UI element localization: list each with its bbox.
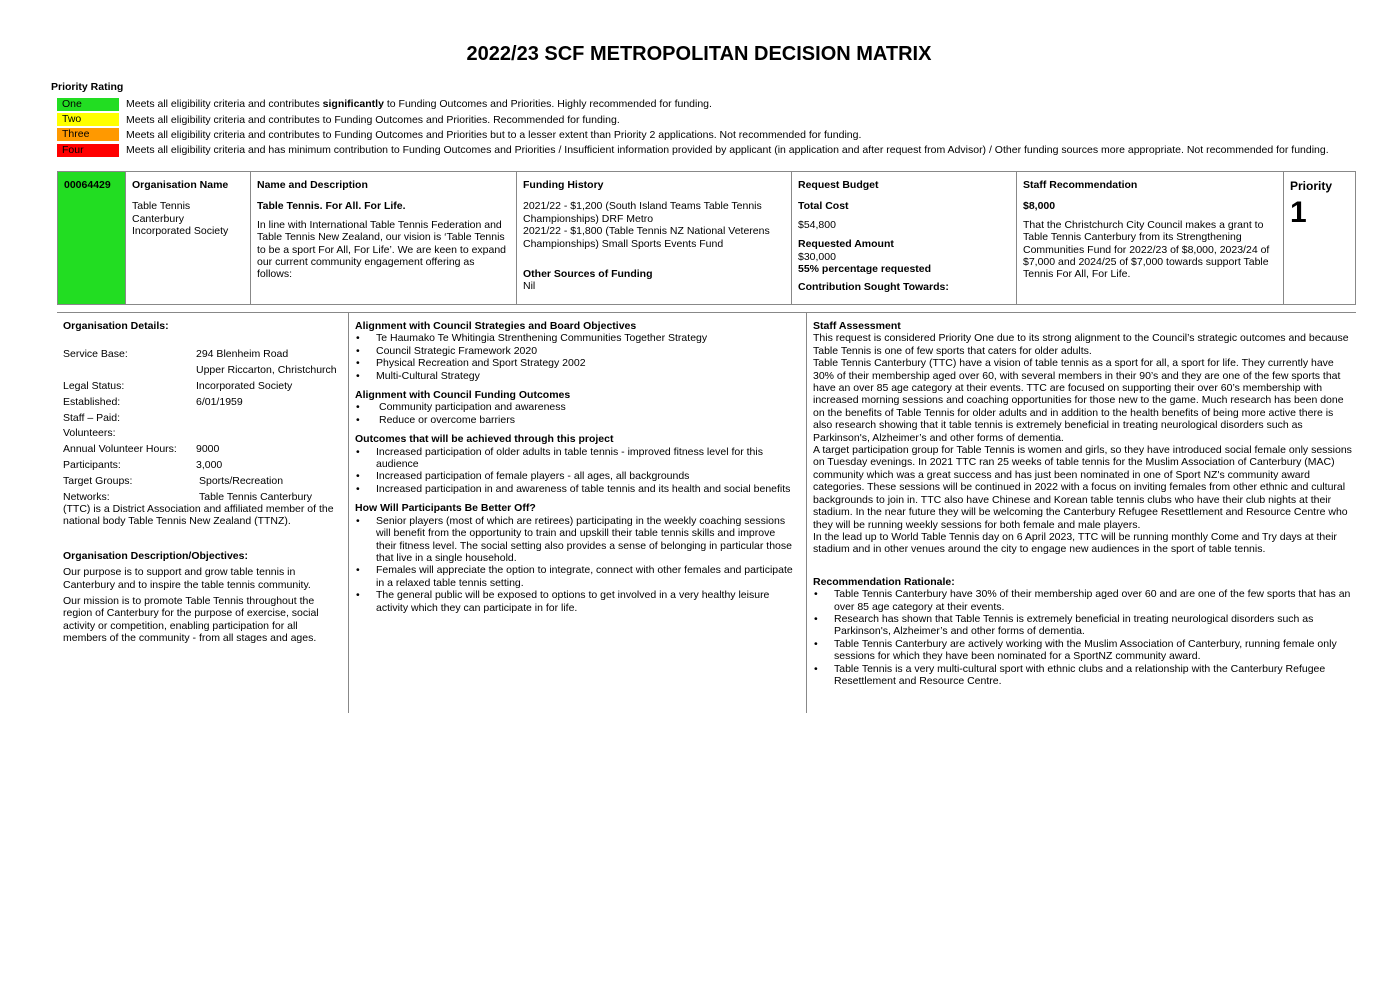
staff-assessment-heading: Staff Assessment [813,320,901,332]
list-item: • Table Tennis Canterbury are actively working with the Muslim Association of Canterbury, running female only sessions for which they have been nominated for a SportNZ community award. [813,638,1353,663]
project-outcomes-list [355,446,797,496]
legal-status-value: Incorporated Society [196,380,293,392]
detail-row [63,427,343,443]
contribution-label: Contribution Sought Towards: [798,281,949,294]
networks-label: Networks: [63,490,110,503]
priority-swatch-two: Two [57,113,119,126]
organisation-name-line: Incorporated Society [132,225,229,238]
organisation-purpose: Our purpose is to support and grow table tennis in Canterbury and to inspire the table tennis community. [63,566,311,591]
application-id-cell [58,172,125,304]
alignment-section [355,320,797,614]
detail-row [63,475,343,491]
column-divider [348,313,349,713]
list-item: • Increased participation in and awareness of table tennis and its health and social benefits [355,483,797,495]
priority-desc-text: Meets all eligibility criteria and contributes [126,98,323,111]
detail-row [63,412,343,428]
priority-swatch-four: Four [57,144,119,157]
assessment-paragraph: A target participation group for Table Tennis is women and girls, so they have introduced social female only sessions on Tuesday evenings. In 2021 TTC ran 25 weeks of table tennis for the Muslim Association of Canterbury (MAC) community which was a great success and has just been nominated in one of Sport NZ's community award categories. These sessions will be continued in 2022 with a focus on inviting females from other ethnic and cultural backgrounds to join in. TTC also have Chinese and Korean table tennis clubs who have their club nights at their stadium. In the near future they will be welcoming the Canterbury Refugee Resettlement and Resource Centre who they will be running weekly sessions for both female and male players. [813,444,1352,531]
priority-desc-two: Meets all eligibility criteria and contributes to Funding Outcomes and Priorities. Recommended for funding. [126,113,620,126]
rationale-list [813,588,1353,687]
priority-desc-emphasis: significantly [322,98,384,111]
priority-desc-one [126,98,712,110]
detail-row [63,491,343,503]
volunteers-label: Volunteers: [63,427,116,440]
list-item: • Increased participation of female players - all ages, all backgrounds [355,470,797,482]
priority-desc-four: Meets all eligibility criteria and has minimum contribution to Funding Outcomes and Priorities / Insufficient information provided by applicant (in application and after request from Advisor) / Other funding sources more appropriate. Not recommended for funding. [126,143,1329,156]
priority-legend-row [57,97,1329,112]
networks-value: Table Tennis Canterbury [199,490,313,503]
service-base-label: Service Base: [63,348,128,361]
organisation-mission: Our mission is to promote Table Tennis throughout the region of Canterbury for the purpose of exercise, social activity or competition, enabling participation for all members of the community - from all stages and ages. [63,595,319,645]
list-item: • Table Tennis Canterbury have 30% of their membership aged over 60 and are one of the few sports that has an over 85 age category at their events. [813,588,1353,613]
participants-value: 3,000 [196,458,223,471]
request-budget-cell [791,172,1016,304]
project-outcomes-heading: Outcomes that will be achieved through this project [355,433,614,446]
priority-desc-text: to Funding Outcomes and Priorities. Highly recommended for funding. [383,98,712,111]
application-summary-table [57,171,1356,305]
funding-history-entry: 2021/22 - $1,800 (Table Tennis NZ National Veterens Championships) Small Sports Events Fund [523,225,770,250]
staff-recommendation-text: That the Christchurch City Council makes a grant to Table Tennis Canterbury from its Strengthening Communities Fund for 2022/23 of $8,000, 2023/24 of $7,000 and 2024/25 of $7,000 towards support Table Tennis For All, For Life. [1023,218,1270,281]
detail-row [63,443,343,459]
funding-outcomes-list [355,401,797,426]
staff-paid-label: Staff – Paid: [63,411,121,424]
project-description: In line with International Table Tennis Federation and Table Tennis New Zealand, our vision is ‘Table Tennis to be a sport For All, For Life’. We are keen to expand our current community engagement offering as follows: [257,218,507,281]
organisation-details-section [63,320,343,645]
total-cost-label: Total Cost [798,200,849,213]
request-budget-heading: Request Budget [798,179,879,191]
priority-swatch-three: Three [57,128,119,141]
annual-hours-label: Annual Volunteer Hours: [63,443,177,456]
funding-history-entry: 2021/22 - $1,200 (South Island Teams Table Tennis Championships) DRF Metro [523,200,762,225]
legal-status-label: Legal Status: [63,380,125,392]
name-description-cell [250,172,516,304]
priority-rating-heading: Priority Rating [51,81,124,93]
list-item: • Physical Recreation and Sport Strategy 2002 [355,357,797,369]
list-item: • Reduce or overcome barriers [355,414,797,426]
requested-amount-value: $30,000 [798,250,836,263]
organisation-name-line: Table Tennis [132,200,191,213]
list-item: • Council Strategic Framework 2020 [355,345,797,357]
detail-spacer [63,364,196,380]
strategies-list [355,332,797,382]
organisation-name-heading: Organisation Name [132,179,229,191]
assessment-paragraph: This request is considered Priority One due to its strong alignment to the Council’s strategic outcomes and because Table Tennis is one of few sports that caters for older adults. [813,332,1349,357]
priority-heading: Priority [1290,179,1333,193]
annual-hours-value: 9000 [196,443,220,456]
organisation-name-cell [125,172,250,304]
funding-outcomes-heading: Alignment with Council Funding Outcomes [355,389,571,402]
participants-label: Participants: [63,458,121,471]
other-sources-heading: Other Sources of Funding [523,268,653,281]
project-title: Table Tennis. For All. For Life. [257,200,406,213]
service-base-value: Upper Riccarton, Christchurch [196,364,337,377]
priority-desc-three: Meets all eligibility criteria and contributes to Funding Outcomes and Priorities but to a lesser extent than Priority 2 applications. Not recommended for funding. [126,128,862,141]
priority-cell [1283,172,1357,304]
detail-row [63,380,343,396]
staff-recommendation-cell [1016,172,1283,304]
strategies-heading: Alignment with Council Strategies and Board Objectives [355,320,637,332]
detail-row [63,459,343,475]
section-divider [57,312,1356,313]
detail-row [63,348,343,364]
organisation-details-heading: Organisation Details: [63,320,169,332]
list-item: • Multi-Cultural Strategy [355,370,797,382]
list-item: • Increased participation of older adults in table tennis - improved fitness level for this audience [355,446,797,471]
established-value: 6/01/1959 [196,395,243,408]
assessment-paragraph: Table Tennis Canterbury (TTC) have a vision of table tennis as a sport for all, a sport for life. They currently have 30% of their membership aged over 60, with several members in their 90’s and they are one of the few sports that have an over 85 age category at their events. TTC are focused on supporting their over 60’s membership with increased morning sessions and coaching opportunities for those new to the game. Much research has been done on the benefits of Table Tennis for older adults and in addition to the health benefits of being more active there is also research showing that it table tennis is extremely beneficial in treating neurological disorders such as Parkinson's, Alzheimer’s and other forms of dementia. [813,357,1344,444]
page-title: 2022/23 SCF METROPOLITAN DECISION MATRIX [466,43,932,65]
better-off-heading: How Will Participants Be Better Off? [355,502,536,515]
list-item: • Table Tennis is a very multi-cultural sport with ethnic clubs and a relationship with the Canterbury Refugee Resettlement and Resource Centre. [813,663,1353,688]
detail-row [63,364,343,380]
list-item: • Research has shown that Table Tennis is extremely beneficial in treating neurological disorders such as Parkinson's, Alzheimer’s and other forms of dementia. [813,613,1353,638]
requested-amount-label: Requested Amount [798,238,894,251]
funding-history-heading: Funding History [523,179,604,191]
organisation-description-heading: Organisation Description/Objectives: [63,549,248,562]
name-description-heading: Name and Description [257,179,368,191]
other-sources-value: Nil [523,280,536,293]
service-base-value: 294 Blenheim Road [196,348,289,361]
established-label: Established: [63,395,121,408]
application-id: 00064429 [64,179,111,191]
list-item: • Females will appreciate the option to integrate, connect with other females and participate in a relaxed table tennis setting. [355,564,797,589]
staff-recommendation-heading: Staff Recommendation [1023,179,1138,191]
priority-legend-row [57,112,1329,127]
networks-description: (TTC) is a District Association and affiliated member of the national body Table Tennis New Zealand (TTNZ). [63,502,334,528]
organisation-name-line: Canterbury [132,212,184,225]
detail-row [63,396,343,412]
target-groups-label: Target Groups: [63,474,133,487]
priority-legend [57,97,1329,158]
priority-legend-row [57,127,1329,142]
list-item: • Senior players (most of which are retirees) participating in the weekly coaching sessions will benefit from the opportunity to train and upskill their table tennis skills and improve their fitness level. The social setting also provides a sense of belonging in particular those that live in a single household. [355,515,797,565]
rationale-heading: Recommendation Rationale: [813,575,955,588]
list-item: • Community participation and awareness [355,401,797,413]
better-off-list [355,515,797,614]
staff-assessment-section [813,320,1353,687]
priority-legend-row [57,143,1329,158]
priority-swatch-one: One [57,98,119,111]
assessment-paragraph: In the lead up to World Table Tennis day on 6 April 2023, TTC will be running monthly Come and Try days at their stadium and in other venues around the city to engage new audiences in the sport of table tennis. [813,530,1337,556]
column-divider [806,313,807,713]
list-item: • Te Haumako Te Whitingia Strenthening Communities Together Strategy [355,332,797,344]
total-cost-value: $54,800 [798,218,836,231]
staff-recommendation-amount: $8,000 [1023,200,1056,213]
funding-history-cell [516,172,791,304]
target-groups-value: Sports/Recreation [199,474,284,487]
priority-value: 1 [1290,196,1307,230]
list-item: • The general public will be exposed to options to get involved in a very healthy leisure activity which they can participate in for life. [355,589,797,614]
percentage-requested: 55% percentage requested [798,263,932,276]
